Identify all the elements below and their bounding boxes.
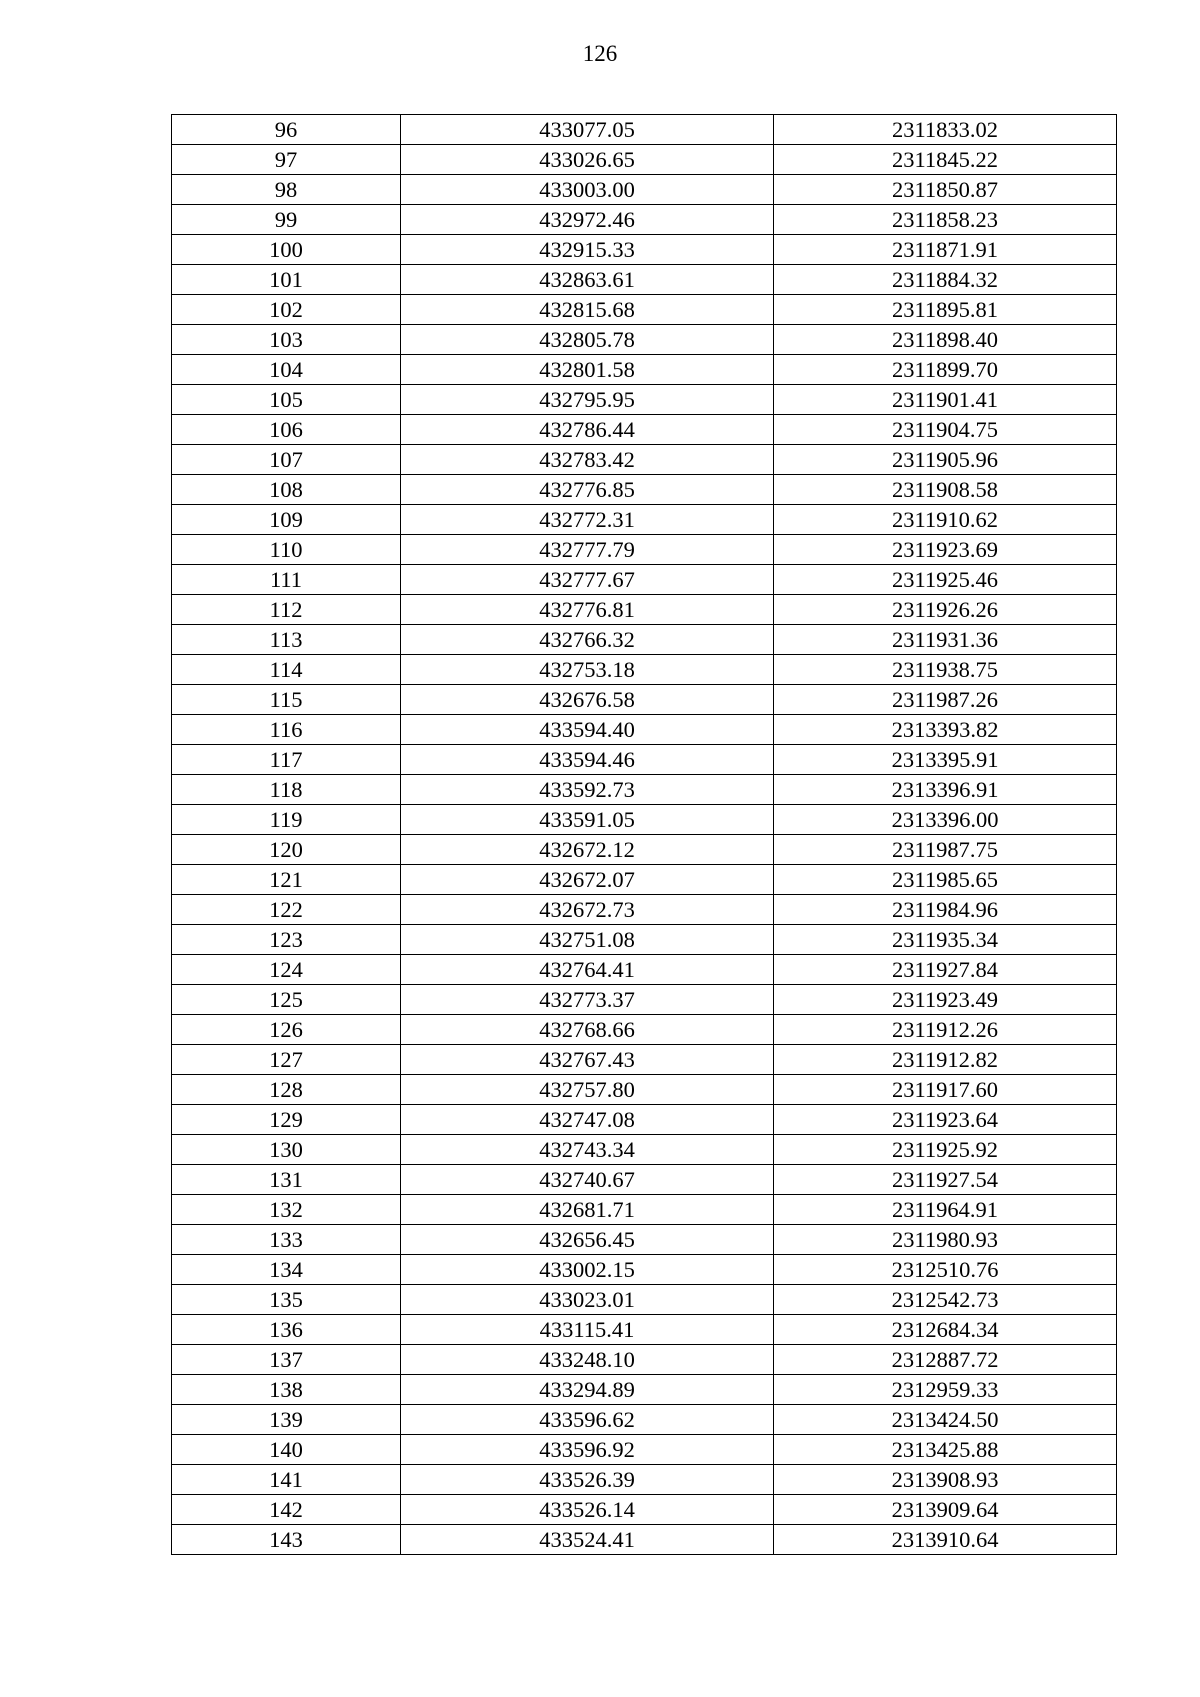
coordinates-table — [171, 114, 1117, 1555]
point-number-cell: 142 — [172, 1495, 401, 1525]
coordinates-table-body — [172, 115, 1117, 1555]
point-number-cell: 99 — [172, 205, 401, 235]
x-coordinate-cell: 432815.68 — [401, 295, 774, 325]
point-number-cell: 125 — [172, 985, 401, 1015]
x-coordinate-cell: 432777.67 — [401, 565, 774, 595]
table-row — [172, 985, 1117, 1015]
point-number-cell: 126 — [172, 1015, 401, 1045]
x-coordinate-cell: 433596.62 — [401, 1405, 774, 1435]
x-coordinate-cell: 432676.58 — [401, 685, 774, 715]
y-coordinate-cell: 2311938.75 — [774, 655, 1117, 685]
x-coordinate-cell: 432786.44 — [401, 415, 774, 445]
x-coordinate-cell: 433596.92 — [401, 1435, 774, 1465]
table-row — [172, 265, 1117, 295]
y-coordinate-cell: 2311917.60 — [774, 1075, 1117, 1105]
y-coordinate-cell: 2311895.81 — [774, 295, 1117, 325]
table-row — [172, 895, 1117, 925]
y-coordinate-cell: 2313395.91 — [774, 745, 1117, 775]
point-number-cell: 140 — [172, 1435, 401, 1465]
y-coordinate-cell: 2311925.92 — [774, 1135, 1117, 1165]
point-number-cell: 117 — [172, 745, 401, 775]
x-coordinate-cell: 432681.71 — [401, 1195, 774, 1225]
table-row — [172, 1195, 1117, 1225]
point-number-cell: 102 — [172, 295, 401, 325]
point-number-cell: 116 — [172, 715, 401, 745]
y-coordinate-cell: 2311910.62 — [774, 505, 1117, 535]
point-number-cell: 108 — [172, 475, 401, 505]
x-coordinate-cell: 432773.37 — [401, 985, 774, 1015]
y-coordinate-cell: 2311923.69 — [774, 535, 1117, 565]
point-number-cell: 103 — [172, 325, 401, 355]
x-coordinate-cell: 432772.31 — [401, 505, 774, 535]
y-coordinate-cell: 2311935.34 — [774, 925, 1117, 955]
x-coordinate-cell: 432863.61 — [401, 265, 774, 295]
table-row — [172, 655, 1117, 685]
y-coordinate-cell: 2313396.00 — [774, 805, 1117, 835]
y-coordinate-cell: 2311871.91 — [774, 235, 1117, 265]
table-row — [172, 1135, 1117, 1165]
y-coordinate-cell: 2313425.88 — [774, 1435, 1117, 1465]
y-coordinate-cell: 2311985.65 — [774, 865, 1117, 895]
table-row — [172, 535, 1117, 565]
y-coordinate-cell: 2311927.84 — [774, 955, 1117, 985]
x-coordinate-cell: 432783.42 — [401, 445, 774, 475]
table-row — [172, 1285, 1117, 1315]
table-row — [172, 415, 1117, 445]
y-coordinate-cell: 2311984.96 — [774, 895, 1117, 925]
point-number-cell: 132 — [172, 1195, 401, 1225]
x-coordinate-cell: 432751.08 — [401, 925, 774, 955]
table-row — [172, 1105, 1117, 1135]
table-row — [172, 1525, 1117, 1555]
x-coordinate-cell: 433026.65 — [401, 145, 774, 175]
table-row — [172, 1375, 1117, 1405]
table-row — [172, 175, 1117, 205]
point-number-cell: 110 — [172, 535, 401, 565]
point-number-cell: 105 — [172, 385, 401, 415]
y-coordinate-cell: 2311923.64 — [774, 1105, 1117, 1135]
table-row — [172, 865, 1117, 895]
x-coordinate-cell: 432767.43 — [401, 1045, 774, 1075]
point-number-cell: 120 — [172, 835, 401, 865]
x-coordinate-cell: 432764.41 — [401, 955, 774, 985]
point-number-cell: 109 — [172, 505, 401, 535]
point-number-cell: 113 — [172, 625, 401, 655]
table-row — [172, 1465, 1117, 1495]
y-coordinate-cell: 2312887.72 — [774, 1345, 1117, 1375]
y-coordinate-cell: 2311980.93 — [774, 1225, 1117, 1255]
x-coordinate-cell: 432740.67 — [401, 1165, 774, 1195]
table-row — [172, 625, 1117, 655]
x-coordinate-cell: 433115.41 — [401, 1315, 774, 1345]
point-number-cell: 106 — [172, 415, 401, 445]
y-coordinate-cell: 2311912.82 — [774, 1045, 1117, 1075]
x-coordinate-cell: 432672.12 — [401, 835, 774, 865]
page-number: 126 — [582, 41, 618, 66]
point-number-cell: 119 — [172, 805, 401, 835]
table-row — [172, 145, 1117, 175]
table-row — [172, 1225, 1117, 1255]
point-number-cell: 136 — [172, 1315, 401, 1345]
x-coordinate-cell: 433002.15 — [401, 1255, 774, 1285]
table-row — [172, 325, 1117, 355]
x-coordinate-cell: 432672.07 — [401, 865, 774, 895]
x-coordinate-cell: 433077.05 — [401, 115, 774, 145]
table-row — [172, 1495, 1117, 1525]
point-number-cell: 138 — [172, 1375, 401, 1405]
x-coordinate-cell: 432776.85 — [401, 475, 774, 505]
x-coordinate-cell: 433592.73 — [401, 775, 774, 805]
y-coordinate-cell: 2311850.87 — [774, 175, 1117, 205]
table-row — [172, 385, 1117, 415]
x-coordinate-cell: 432915.33 — [401, 235, 774, 265]
table-row — [172, 565, 1117, 595]
table-row — [172, 1075, 1117, 1105]
table-row — [172, 1045, 1117, 1075]
y-coordinate-cell: 2311987.26 — [774, 685, 1117, 715]
table-row — [172, 1405, 1117, 1435]
x-coordinate-cell: 433023.01 — [401, 1285, 774, 1315]
y-coordinate-cell: 2313908.93 — [774, 1465, 1117, 1495]
table-row — [172, 715, 1117, 745]
y-coordinate-cell: 2313424.50 — [774, 1405, 1117, 1435]
point-number-cell: 114 — [172, 655, 401, 685]
y-coordinate-cell: 2311845.22 — [774, 145, 1117, 175]
y-coordinate-cell: 2311904.75 — [774, 415, 1117, 445]
y-coordinate-cell: 2312684.34 — [774, 1315, 1117, 1345]
x-coordinate-cell: 432757.80 — [401, 1075, 774, 1105]
point-number-cell: 121 — [172, 865, 401, 895]
point-number-cell: 107 — [172, 445, 401, 475]
point-number-cell: 128 — [172, 1075, 401, 1105]
point-number-cell: 139 — [172, 1405, 401, 1435]
x-coordinate-cell: 433294.89 — [401, 1375, 774, 1405]
point-number-cell: 104 — [172, 355, 401, 385]
table-row — [172, 1315, 1117, 1345]
y-coordinate-cell: 2311987.75 — [774, 835, 1117, 865]
point-number-cell: 98 — [172, 175, 401, 205]
point-number-cell: 129 — [172, 1105, 401, 1135]
table-row — [172, 1015, 1117, 1045]
table-row — [172, 775, 1117, 805]
x-coordinate-cell: 432972.46 — [401, 205, 774, 235]
x-coordinate-cell: 432747.08 — [401, 1105, 774, 1135]
x-coordinate-cell: 433591.05 — [401, 805, 774, 835]
x-coordinate-cell: 432672.73 — [401, 895, 774, 925]
x-coordinate-cell: 433594.40 — [401, 715, 774, 745]
point-number-cell: 130 — [172, 1135, 401, 1165]
table-row — [172, 355, 1117, 385]
table-row — [172, 1255, 1117, 1285]
x-coordinate-cell: 432753.18 — [401, 655, 774, 685]
y-coordinate-cell: 2311905.96 — [774, 445, 1117, 475]
y-coordinate-cell: 2311858.23 — [774, 205, 1117, 235]
point-number-cell: 127 — [172, 1045, 401, 1075]
point-number-cell: 143 — [172, 1525, 401, 1555]
x-coordinate-cell: 433526.39 — [401, 1465, 774, 1495]
point-number-cell: 111 — [172, 565, 401, 595]
table-row — [172, 445, 1117, 475]
point-number-cell: 135 — [172, 1285, 401, 1315]
y-coordinate-cell: 2311899.70 — [774, 355, 1117, 385]
x-coordinate-cell: 433248.10 — [401, 1345, 774, 1375]
point-number-cell: 112 — [172, 595, 401, 625]
y-coordinate-cell: 2311931.36 — [774, 625, 1117, 655]
point-number-cell: 141 — [172, 1465, 401, 1495]
y-coordinate-cell: 2311908.58 — [774, 475, 1117, 505]
point-number-cell: 122 — [172, 895, 401, 925]
point-number-cell: 123 — [172, 925, 401, 955]
table-row — [172, 235, 1117, 265]
point-number-cell: 118 — [172, 775, 401, 805]
y-coordinate-cell: 2311925.46 — [774, 565, 1117, 595]
point-number-cell: 137 — [172, 1345, 401, 1375]
x-coordinate-cell: 432743.34 — [401, 1135, 774, 1165]
table-row — [172, 475, 1117, 505]
point-number-cell: 101 — [172, 265, 401, 295]
x-coordinate-cell: 432795.95 — [401, 385, 774, 415]
y-coordinate-cell: 2311901.41 — [774, 385, 1117, 415]
x-coordinate-cell: 432801.58 — [401, 355, 774, 385]
y-coordinate-cell: 2313393.82 — [774, 715, 1117, 745]
point-number-cell: 96 — [172, 115, 401, 145]
x-coordinate-cell: 433526.14 — [401, 1495, 774, 1525]
x-coordinate-cell: 432805.78 — [401, 325, 774, 355]
y-coordinate-cell: 2311898.40 — [774, 325, 1117, 355]
table-row — [172, 295, 1117, 325]
x-coordinate-cell: 433594.46 — [401, 745, 774, 775]
y-coordinate-cell: 2311964.91 — [774, 1195, 1117, 1225]
x-coordinate-cell: 432656.45 — [401, 1225, 774, 1255]
table-row — [172, 115, 1117, 145]
table-row — [172, 595, 1117, 625]
y-coordinate-cell: 2312959.33 — [774, 1375, 1117, 1405]
table-row — [172, 1165, 1117, 1195]
y-coordinate-cell: 2311923.49 — [774, 985, 1117, 1015]
table-row — [172, 1345, 1117, 1375]
point-number-cell: 131 — [172, 1165, 401, 1195]
table-row — [172, 835, 1117, 865]
point-number-cell: 97 — [172, 145, 401, 175]
point-number-cell: 115 — [172, 685, 401, 715]
y-coordinate-cell: 2313910.64 — [774, 1525, 1117, 1555]
y-coordinate-cell: 2312542.73 — [774, 1285, 1117, 1315]
table-row — [172, 205, 1117, 235]
table-row — [172, 805, 1117, 835]
x-coordinate-cell: 432766.32 — [401, 625, 774, 655]
table-row — [172, 745, 1117, 775]
x-coordinate-cell: 433524.41 — [401, 1525, 774, 1555]
y-coordinate-cell: 2312510.76 — [774, 1255, 1117, 1285]
y-coordinate-cell: 2311912.26 — [774, 1015, 1117, 1045]
point-number-cell: 133 — [172, 1225, 401, 1255]
table-row — [172, 955, 1117, 985]
y-coordinate-cell: 2311884.32 — [774, 265, 1117, 295]
table-row — [172, 685, 1117, 715]
table-row — [172, 925, 1117, 955]
y-coordinate-cell: 2311833.02 — [774, 115, 1117, 145]
point-number-cell: 124 — [172, 955, 401, 985]
point-number-cell: 100 — [172, 235, 401, 265]
x-coordinate-cell: 432768.66 — [401, 1015, 774, 1045]
x-coordinate-cell: 433003.00 — [401, 175, 774, 205]
point-number-cell: 134 — [172, 1255, 401, 1285]
x-coordinate-cell: 432777.79 — [401, 535, 774, 565]
y-coordinate-cell: 2313909.64 — [774, 1495, 1117, 1525]
y-coordinate-cell: 2313396.91 — [774, 775, 1117, 805]
x-coordinate-cell: 432776.81 — [401, 595, 774, 625]
y-coordinate-cell: 2311927.54 — [774, 1165, 1117, 1195]
table-row — [172, 1435, 1117, 1465]
table-row — [172, 505, 1117, 535]
y-coordinate-cell: 2311926.26 — [774, 595, 1117, 625]
